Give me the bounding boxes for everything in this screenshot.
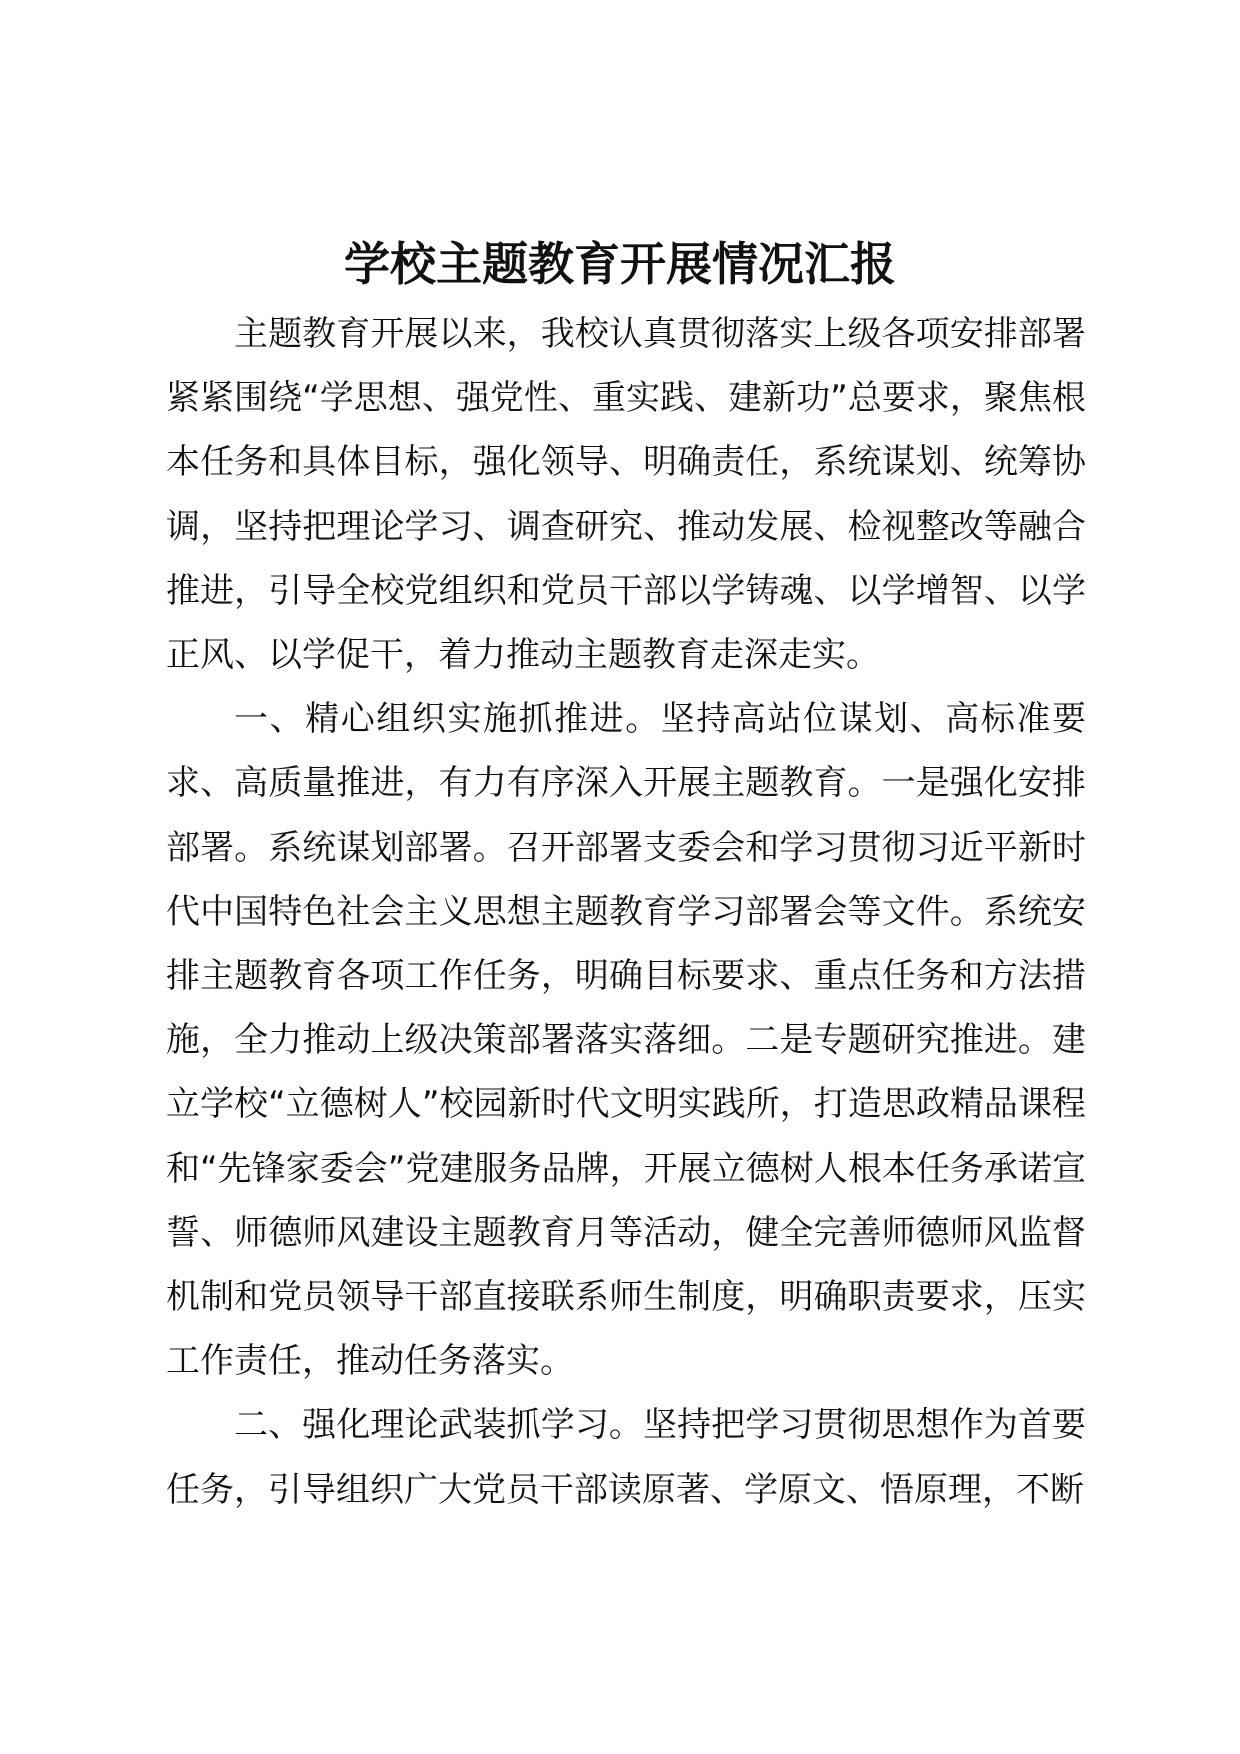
document-body — [166, 302, 1086, 1522]
paragraph-section-one: 一、精心组织实施抓推进。坚持高站位谋划、高标准要求、高质量推进，有力有序深入开展主题教育。一是强化安排部署。系统谋划部署。召开部署支委会和学习贯彻习近平新时代中国特色社会主义思想主题教育学习部署会等文件。系统安排主题教育各项工作任务，明确目标要求、重点任务和方法措施，全力推动上级决策部署落实落细。二是专题研究推进。建立学校“立德树人”校园新时代文明实践所，打造思政精品课程和“先锋家委会”党建服务品牌，开展立德树人根本任务承诺宣誓、师德师风建设主题教育月等活动，健全完善师德师风监督机制和党员领导干部直接联系师生制度，明确职责要求，压实工作责任，推动任务落实。 — [166, 699, 1086, 1382]
paragraph-intro: 主题教育开展以来，我校认真贯彻落实上级各项安排部署紧紧围绕“学思想、强党性、重实践、建新功”总要求，聚焦根本任务和具体目标，强化领导、明确责任，系统谋划、统筹协调，坚持把理论学习、调查研究、推动发展、检视整改等融合推进，引导全校党组织和党员干部以学铸魂、以学增智、以学正风、以学促干，着力推动主题教育走深走实。 — [166, 314, 1086, 676]
paragraph-section-two: 二、强化理论武装抓学习。坚持把学习贯彻思想作为首要任务，引导组织广大党员干部读原著、学原文、悟原理，不断 — [166, 1405, 1086, 1510]
document-title: 学校主题教育开展情况汇报 — [344, 237, 896, 291]
